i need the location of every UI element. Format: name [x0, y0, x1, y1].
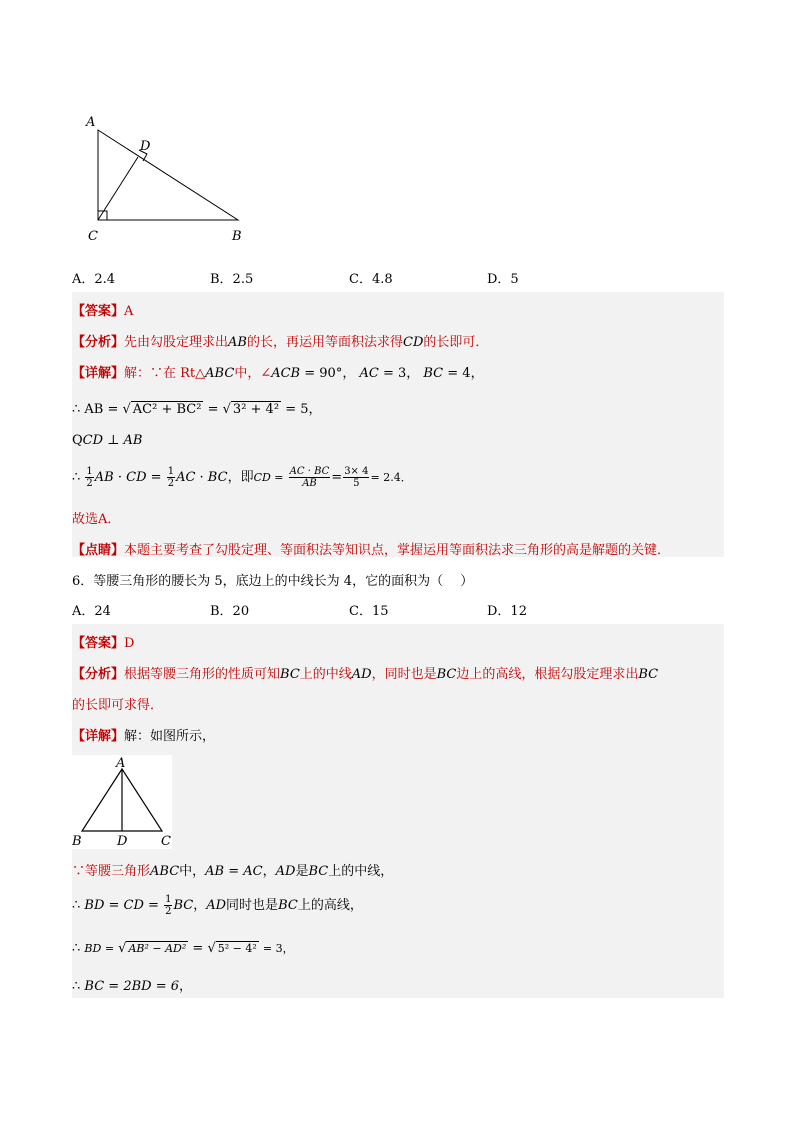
label-a: A	[86, 115, 96, 130]
q6-line1: ∵等腰三角形ABC中，AB = AC，AD是BC上的中线，	[72, 864, 394, 879]
q5-option-d[interactable]: D．5	[487, 272, 519, 287]
q5-option-a[interactable]: A．2.4	[72, 272, 116, 287]
q5-option-c[interactable]: C．4.8	[349, 272, 393, 287]
q6-answer: 【答案】D	[72, 636, 135, 651]
label2-b: B	[72, 834, 82, 849]
q6-line4: ∴ BC = 2BD = 6，	[72, 979, 193, 994]
q6-detail: 【详解】解：如图所示，	[72, 729, 216, 744]
q6-option-c[interactable]: C．15	[349, 604, 389, 619]
label2-a: A	[116, 756, 126, 771]
q6-analysis-cont: 的长即可求得．	[72, 698, 164, 713]
label2-d: D	[117, 834, 128, 849]
label2-c: C	[161, 834, 171, 849]
q5-step-perpendicular: QCD ⊥ AB	[72, 433, 143, 448]
figure-isosceles-triangle	[72, 755, 172, 849]
q5-step-hypotenuse: ∴ AB = √ AC² + BC² = √ 3² + 4² = 5，	[72, 402, 322, 417]
q6-line3: ∴ BD = √ AB² − AD² = √ 5² − 4² = 3，	[72, 941, 294, 956]
q5-detail: 【详解】解：∵在 Rt△ABC中，∠ACB = 90°， AC = 3， BC = 4，	[72, 366, 484, 381]
q5-analysis: 【分析】先由勾股定理求出AB的长，再运用等面积法求得CD的长即可．	[72, 335, 489, 350]
q6-question: 6．等腰三角形的腰长为 5，底边上的中线长为 4，它的面积为（ ）	[72, 574, 474, 589]
q5-comment: 【点睛】本题主要考查了勾股定理、等面积法等知识点，掌握运用等面积法求三角形的高是解题的关键．	[72, 543, 671, 558]
label-b: B	[232, 229, 242, 244]
q6-line2: ∴ BD = CD = $\frac{1}{2}$ BC，AD同时也是BC上的高线，	[72, 894, 363, 917]
q5-option-b[interactable]: B．2.5	[210, 272, 254, 287]
label-d: D	[140, 139, 151, 154]
q5-answer: 【答案】A	[72, 304, 134, 319]
q6-option-a[interactable]: A．24	[72, 604, 111, 619]
q5-conclusion: 故选A．	[72, 512, 121, 527]
q6-option-b[interactable]: B．20	[210, 604, 250, 619]
label-c: C	[88, 229, 98, 244]
q5-step-area: ∴ $\frac{1}{2}$ AB · CD = $\frac{1}{2}$ AC · BC，即CD = $\frac{AC \cdot BC}{AB}$ = $\frac{3\times 4}{5}$ = 2.4．	[72, 466, 412, 489]
triangle-abc	[98, 130, 238, 220]
q6-option-d[interactable]: D．12	[487, 604, 527, 619]
figure-right-triangle	[80, 108, 260, 248]
q6-analysis: 【分析】根据等腰三角形的性质可知BC上的中线AD，同时也是BC边上的高线，根据勾股定理求出BC	[72, 667, 659, 682]
